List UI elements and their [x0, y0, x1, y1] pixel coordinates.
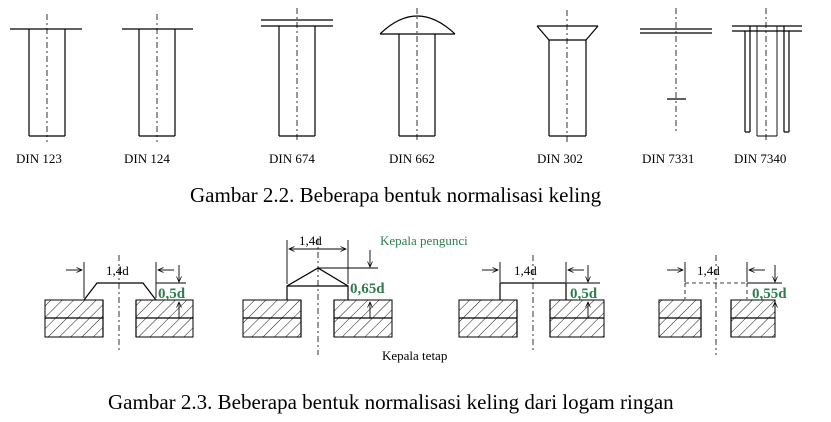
width-label-1: 1,4d [106, 263, 129, 278]
figure-2-3-caption: Gambar 2.3. Beberapa bentuk normalisasi keling dari logam ringan [108, 390, 674, 414]
rivet-din-124 [122, 14, 193, 142]
height-label-4: 0,55d [752, 286, 787, 302]
width-label-2: 1,4d [299, 233, 322, 248]
rivet-din-302 [537, 10, 598, 142]
rivet-din-662 [380, 8, 455, 142]
rivet-din-7331 [640, 8, 712, 132]
width-label-4: 1,4d [697, 263, 720, 278]
figure-2-2-caption: Gambar 2.2. Beberapa bentuk normalisasi keling [190, 183, 602, 207]
rivet-label-din-7340: DIN 7340 [734, 151, 787, 166]
rivet-label-din-662: DIN 662 [389, 151, 435, 166]
locking-head-label: Kepala pengunci [380, 233, 468, 248]
rivet-label-din-124: DIN 124 [124, 151, 170, 166]
rivet-label-din-123: DIN 123 [16, 151, 62, 166]
rivet-label-din-302: DIN 302 [537, 151, 583, 166]
rivet-din-674 [261, 8, 333, 142]
fixed-head-label: Kepala tetap [382, 348, 448, 363]
rivet-variant-4 [659, 255, 782, 355]
height-label-2: 0,65d [350, 281, 385, 297]
rivet-label-din-7331: DIN 7331 [642, 151, 695, 166]
rivet-label-din-674: DIN 674 [269, 151, 315, 166]
rivet-din-123 [10, 14, 82, 142]
height-label-1: 0,5d [158, 286, 186, 302]
rivet-din-7340 [732, 8, 802, 142]
height-label-3: 0,5d [570, 286, 598, 302]
width-label-3: 1,4d [514, 263, 537, 278]
